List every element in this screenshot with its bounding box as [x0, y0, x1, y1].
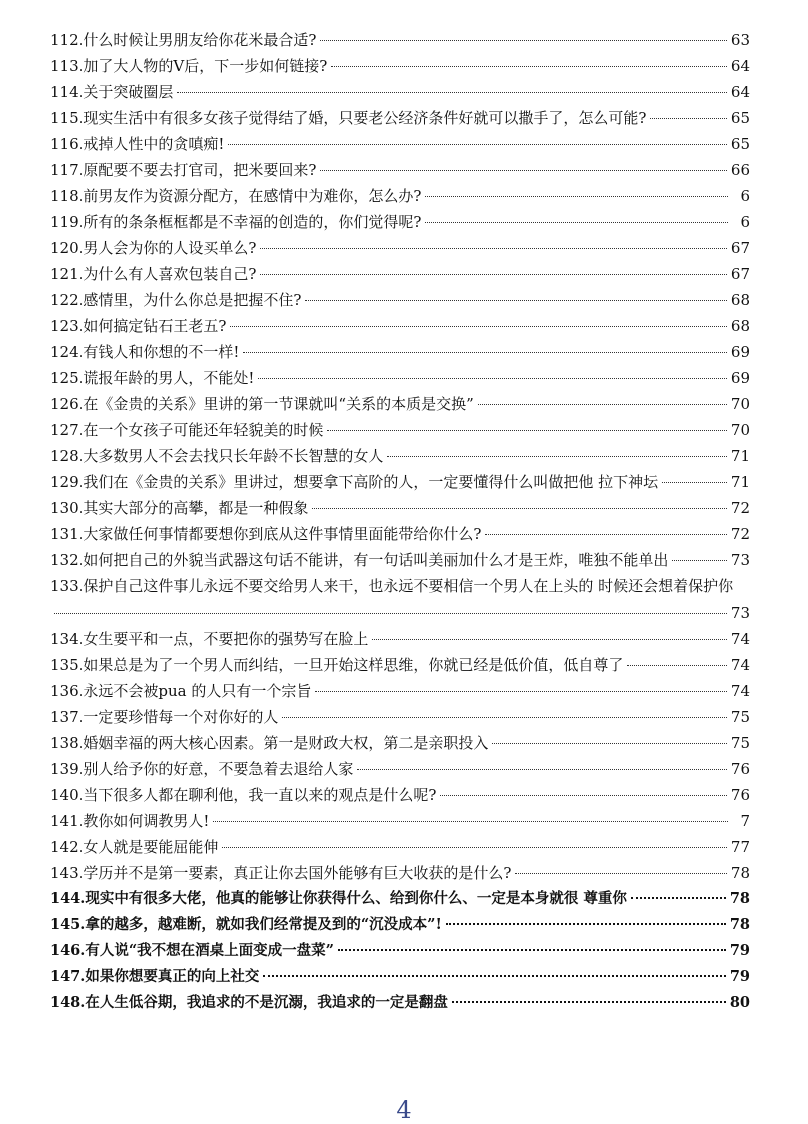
- leader-dots: [222, 847, 726, 848]
- toc-page: 78: [729, 916, 750, 933]
- toc-page: 80: [729, 994, 750, 1011]
- toc-entry[interactable]: [50, 183, 750, 209]
- toc-entry[interactable]: [50, 469, 750, 495]
- leader-dots: [230, 326, 726, 327]
- leader-dots: [485, 534, 726, 535]
- toc-page: 70: [730, 421, 750, 439]
- toc-title: 感情里，为什么你总是把握不住?: [83, 291, 302, 309]
- toc-title: 我们在《金贵的关系》里讲过，想要拿下高阶的人，一定要懂得什么叫做把他 拉下神坛: [83, 473, 659, 491]
- toc-page: 69: [730, 343, 750, 361]
- toc-entry[interactable]: [50, 27, 750, 53]
- leader-dots: [312, 508, 726, 509]
- leader-dots: [213, 821, 728, 822]
- toc-page: 64: [730, 57, 750, 75]
- toc-page: 75: [730, 708, 750, 726]
- toc-entry[interactable]: [50, 886, 750, 912]
- toc-page: 77: [730, 838, 750, 856]
- toc-title: 别人给予你的好意，不要急着去退给人家: [83, 760, 354, 778]
- toc-page: 6: [740, 187, 750, 205]
- toc-number: 136.: [50, 682, 84, 700]
- toc-entry[interactable]: [50, 521, 750, 547]
- leader-dots: [631, 897, 726, 899]
- toc-title: 现实中有很多大佬，他真的能够让你获得什么、给到你什么、一定是本身就很 尊重你: [85, 890, 627, 907]
- toc-page: 79: [729, 942, 750, 959]
- toc-number: 125.: [50, 369, 84, 387]
- leader-dots: [177, 92, 726, 93]
- toc-title: 保护自己这件事儿永远不要交给男人来干，也永远不要相信一个男人在上头的 时候还会想着保护你: [83, 577, 734, 595]
- toc-entry[interactable]: [50, 365, 750, 391]
- toc-page: 73: [730, 551, 750, 569]
- leader-dots: [282, 717, 726, 718]
- leader-dots: [387, 456, 726, 457]
- toc-title: 在一个女孩子可能还年轻貌美的时候: [83, 421, 324, 439]
- toc-entry[interactable]: [50, 626, 750, 652]
- toc-title: 谎报年龄的男人，不能处!: [83, 369, 255, 387]
- page-number: 4: [396, 1096, 412, 1124]
- toc-page: 79: [729, 968, 750, 985]
- toc-title: 大多数男人不会去找只长年龄不长智慧的女人: [83, 447, 384, 465]
- toc-number: 126.: [50, 395, 84, 413]
- leader-dots: [478, 404, 727, 405]
- toc-page: 6: [740, 213, 750, 231]
- toc-number: 140.: [50, 786, 84, 804]
- toc-page: 65: [730, 109, 750, 127]
- leader-dots: [338, 949, 726, 951]
- toc-number: 123.: [50, 317, 84, 335]
- toc-entry[interactable]: [50, 652, 750, 678]
- toc-entry[interactable]: [50, 834, 750, 860]
- toc-number: 143.: [50, 864, 84, 882]
- toc-title: 当下很多人都在聊利他，我一直以来的观点是什么呢?: [83, 786, 437, 804]
- toc-entry[interactable]: [50, 443, 750, 469]
- toc-entry[interactable]: [50, 860, 750, 886]
- toc-title: 一定要珍惜每一个对你好的人: [83, 708, 279, 726]
- toc-title: 学历并不是第一要素，真正让你去国外能够有巨大收获的是什么?: [83, 864, 512, 882]
- toc-entry[interactable]: [50, 678, 750, 704]
- toc-title: 什么时候让男朋友给你花米最合适?: [83, 31, 317, 49]
- toc-number: 117.: [50, 161, 84, 179]
- toc-entry[interactable]: [50, 495, 750, 521]
- toc-entry[interactable]: [50, 157, 750, 183]
- toc-title: 女生要平和一点，不要把你的强势写在脸上: [83, 630, 369, 648]
- toc-number: 122.: [50, 291, 84, 309]
- toc-title: 前男友作为资源分配方，在感情中为难你，怎么办?: [83, 187, 422, 205]
- toc-number: 114.: [50, 83, 84, 101]
- leader-dots: [650, 118, 726, 119]
- toc-page: 72: [730, 499, 750, 517]
- toc-number: 112.: [50, 31, 84, 49]
- toc-entry[interactable]: [50, 209, 750, 235]
- toc-entry[interactable]: [50, 131, 750, 157]
- toc-entry[interactable]: [50, 704, 750, 730]
- toc-number: 130.: [50, 499, 84, 517]
- toc-title: 戒掉人性中的贪嗔痴!: [83, 135, 225, 153]
- toc-entry[interactable]: [50, 287, 750, 313]
- leader-dots: [372, 639, 726, 640]
- toc-page: 74: [730, 682, 750, 700]
- toc-title: 大家做任何事情都要想你到底从这件事情里面能带给你什么?: [83, 525, 482, 543]
- toc-title: 教你如何调教男人!: [83, 812, 210, 830]
- leader-dots: [425, 222, 728, 223]
- leader-dots: [357, 769, 726, 770]
- toc-page: 64: [730, 83, 750, 101]
- toc-entry[interactable]: [50, 105, 750, 131]
- toc-title: 如果总是为了一个男人而纠结，一旦开始这样思维，你就已经是低价值，低自尊了: [83, 656, 624, 674]
- toc-title: 婚姻幸福的两大核心因素。第一是财政大权，第二是亲职投入: [83, 734, 489, 752]
- toc-page: 78: [729, 890, 750, 907]
- leader-dots: [260, 248, 726, 249]
- toc-entry[interactable]: [50, 313, 750, 339]
- leader-dots: [263, 975, 725, 977]
- toc-entry[interactable]: [50, 808, 750, 834]
- toc-page: 63: [730, 31, 750, 49]
- toc-entry[interactable]: [50, 261, 750, 287]
- toc-entry[interactable]: [50, 912, 750, 938]
- toc-title: 如何把自己的外貌当武器这句话不能讲，有一句话叫美丽加什么才是王炸，唯独不能单出: [83, 551, 669, 569]
- toc-title: 如何搞定钻石王老五?: [83, 317, 227, 335]
- toc-page: 69: [730, 369, 750, 387]
- toc-title: 所有的条条框框都是不幸福的创造的，你们觉得呢?: [83, 213, 422, 231]
- toc-page: 65: [730, 135, 750, 153]
- toc-title: 其实大部分的高攀，都是一种假象: [83, 499, 309, 517]
- toc-number: 120.: [50, 239, 84, 257]
- toc-title: 如果你想要真正的向上社交: [85, 968, 260, 985]
- toc-number: 118.: [50, 187, 84, 205]
- toc-number: 146.: [50, 942, 86, 959]
- toc-title: 关于突破圈层: [83, 83, 174, 101]
- leader-dots: [492, 743, 726, 744]
- leader-dots: [54, 613, 727, 614]
- toc-entry[interactable]: [50, 730, 750, 756]
- toc-number: 113.: [50, 57, 84, 75]
- toc-title: 女人就是要能屈能伸: [83, 838, 219, 856]
- toc-entry[interactable]: [50, 573, 750, 626]
- toc-entry[interactable]: [50, 235, 750, 261]
- toc-number: 124.: [50, 343, 84, 361]
- toc-page: 71: [730, 473, 750, 491]
- toc-number: 138.: [50, 734, 84, 752]
- toc-entry[interactable]: [50, 756, 750, 782]
- toc-page: 68: [730, 317, 750, 335]
- toc-title: 有人说“我不想在酒桌上面变成一盘菜”: [85, 942, 335, 959]
- leader-dots: [662, 482, 727, 483]
- toc-page: 67: [730, 239, 750, 257]
- toc-number: 116.: [50, 135, 84, 153]
- leader-dots: [243, 352, 726, 353]
- toc-number: 115.: [50, 109, 84, 127]
- toc-number: 119.: [50, 213, 84, 231]
- leader-dots: [327, 430, 726, 431]
- toc-title: 现实生活中有很多女孩子觉得结了婚，只要老公经济条件好就可以撒手了，怎么可能?: [83, 109, 647, 127]
- toc-page: 78: [730, 864, 750, 882]
- leader-dots: [672, 560, 726, 561]
- toc-title: 在《金贵的关系》里讲的第一节课就叫“关系的本质是交换”: [83, 395, 474, 413]
- toc-page: 74: [730, 656, 750, 674]
- leader-dots: [446, 923, 726, 925]
- leader-dots: [258, 378, 726, 379]
- toc-number: 121.: [50, 265, 84, 283]
- toc-page: 67: [730, 265, 750, 283]
- leader-dots: [627, 665, 726, 666]
- toc-page: 7: [740, 812, 750, 830]
- table-of-contents: [50, 27, 750, 1016]
- toc-page: 73: [730, 604, 750, 622]
- toc-number: 137.: [50, 708, 84, 726]
- toc-number: 145.: [50, 916, 86, 933]
- toc-number: 147.: [50, 968, 86, 985]
- toc-number: 129.: [50, 473, 84, 491]
- toc-title: 永远不会被pua 的人只有一个宗旨: [83, 682, 312, 700]
- leader-dots: [315, 691, 727, 692]
- leader-dots: [515, 873, 726, 874]
- toc-title: 在人生低谷期，我追求的不是沉溺，我追求的一定是翻盘: [85, 994, 448, 1011]
- toc-page: 76: [730, 760, 750, 778]
- toc-number: 141.: [50, 812, 84, 830]
- toc-title: 为什么有人喜欢包装自己?: [83, 265, 257, 283]
- toc-entry[interactable]: [50, 938, 750, 964]
- toc-entry[interactable]: [50, 53, 750, 79]
- leader-dots: [331, 66, 727, 67]
- toc-number: 142.: [50, 838, 84, 856]
- toc-page: 66: [730, 161, 750, 179]
- toc-page: 72: [730, 525, 750, 543]
- toc-entry[interactable]: [50, 964, 750, 990]
- toc-entry[interactable]: [50, 391, 750, 417]
- toc-page: 71: [730, 447, 750, 465]
- toc-number: 135.: [50, 656, 84, 674]
- toc-page: 75: [730, 734, 750, 752]
- toc-entry[interactable]: [50, 547, 750, 573]
- toc-number: 127.: [50, 421, 84, 439]
- toc-entry[interactable]: [50, 990, 750, 1016]
- leader-dots: [320, 170, 726, 171]
- toc-number: 128.: [50, 447, 84, 465]
- toc-entry[interactable]: [50, 79, 750, 105]
- leader-dots: [260, 274, 726, 275]
- toc-entry[interactable]: [50, 339, 750, 365]
- leader-dots: [228, 144, 726, 145]
- toc-number: 132.: [50, 551, 84, 569]
- toc-number: 144.: [50, 890, 86, 907]
- toc-entry[interactable]: [50, 417, 750, 443]
- toc-title: 男人会为你的人设买单么?: [83, 239, 257, 257]
- toc-number: 148.: [50, 994, 86, 1011]
- leader-dots: [320, 40, 726, 41]
- leader-dots: [452, 1001, 726, 1003]
- toc-number: 133.: [50, 577, 84, 595]
- toc-page: 76: [730, 786, 750, 804]
- toc-page: 74: [730, 630, 750, 648]
- toc-title: 有钱人和你想的不一样!: [83, 343, 240, 361]
- toc-page: 68: [730, 291, 750, 309]
- leader-dots: [425, 196, 728, 197]
- leader-dots: [440, 795, 726, 796]
- toc-number: 139.: [50, 760, 84, 778]
- toc-title: 加了大人物的V后，下一步如何链接?: [83, 57, 328, 75]
- toc-entry[interactable]: [50, 782, 750, 808]
- toc-page: 70: [730, 395, 750, 413]
- toc-title: 拿的越多，越难断，就如我们经常提及到的“沉没成本”!: [85, 916, 442, 933]
- toc-title: 原配要不要去打官司，把米要回来?: [83, 161, 317, 179]
- toc-number: 134.: [50, 630, 84, 648]
- toc-number: 131.: [50, 525, 84, 543]
- leader-dots: [305, 300, 726, 301]
